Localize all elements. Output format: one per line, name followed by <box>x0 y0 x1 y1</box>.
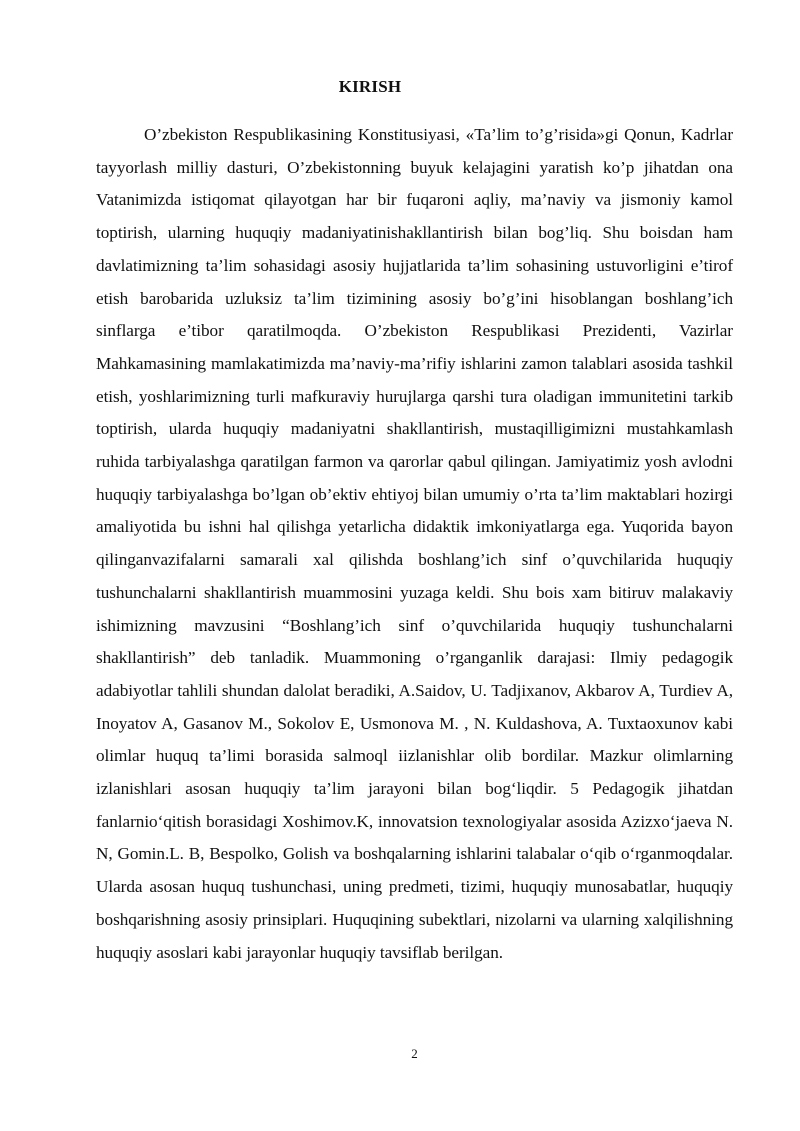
page-number: 2 <box>411 1046 418 1061</box>
body-paragraph: O’zbekiston Respublikasining Konstitusiyasi, «Ta’lim to’g’risida»gi Qonun, Kadrlar tayyorlash milliy dasturi, O’zbekistonning buyuk kelajagini yaratish ko’p jihatdan ona Vatanimizda istiqomat qilayotgan har bir fuqaroni aqliy, ma’naviy va jismoniy kamol toptirish, ularning huquqiy madaniyatinishakllantirish bilan bog’liq. Shu boisdan ham davlatimizning ta’lim sohasidagi asosiy hujjatlarida ta’lim sohasining ustuvorligini e’tirof etish barobarida uzluksiz ta’lim tizimining asosiy bo’g’ini hisoblangan boshlang’ich sinflarga e’tibor qaratilmoqda. O’zbekiston Respublikasi Prezidenti, Vazirlar Mahkamasining mamlakatimizda ma’naviy-ma’rifiy ishlarini zamon talablari asosida tashkil etish, yoshlarimizning turli mafkuraviy hurujlarga qarshi tura oladigan immunitetini tarkib toptirish, ularda huquqiy madaniyatni shakllantirish, mustaqilligimizni mustahkamlash ruhida tarbiyalashga qaratilgan farmon va qarorlar qabul qilingan. Jamiyatimiz yosh avlodni huquqiy tarbiyalashga bo’lgan ob’ektiv ehtiyoj bilan umumiy o’rta ta’lim maktablari hozirgi amaliyotida bu ishni hal qilishga yetarlicha didaktik imkoniyatlarga ega. Yuqorida bayon qilinganvazifalarni samarali xal qilishda boshlang’ich sinf o’quvchilarida huquqiy tushunchalarni shakllantirish muammosini yuzaga keldi. Shu bois xam bitiruv malakaviy ishimizning mavzusini “Boshlang’ich sinf o’quvchilarida huquqiy tushunchalarni shakllantirish” deb tanladik. Muammoning o’rganganlik darajasi: Ilmiy pedagogik adabiyotlar tahlili shundan dalolat beradiki, A.Saidov, U. Tadjixanov, Akbarov A, Turdiev A, Inoyatov A, Gasanov M., Sokolov E, Usmonova M. , N. Kuldashova, A. Tuxtaoxunov kabi olimlar huquq ta’limi borasida salmoql iizlanishlar olib bordilar. Mazkur olimlarning izlanishlari asosan huquqiy ta’lim jarayoni bilan bog‘liqdir. 5 Pedagogik jihatdan fanlarnio‘qitish borasidagi Xoshimov.K, innovatsion texnologiyalar asosida Azizxo‘jaeva N. N, Gomin.L. B, Bespolko, Golish va boshqalarning ishlarini talabalar o‘qib o‘rganmoqdalar. Ularda asosan huquq tushunchasi, uning predmeti, tizimi, huquqiy munosabatlar, huquqiy boshqarishning asosiy prinsiplari. Huquqining subektlari, nizolarni va ularning xalqilishning huquqiy asoslari kabi jarayonlar huquqiy tavsiflab berilgan. <box>96 125 733 962</box>
section-heading: KIRISH <box>338 77 402 96</box>
document-page <box>96 0 733 1131</box>
